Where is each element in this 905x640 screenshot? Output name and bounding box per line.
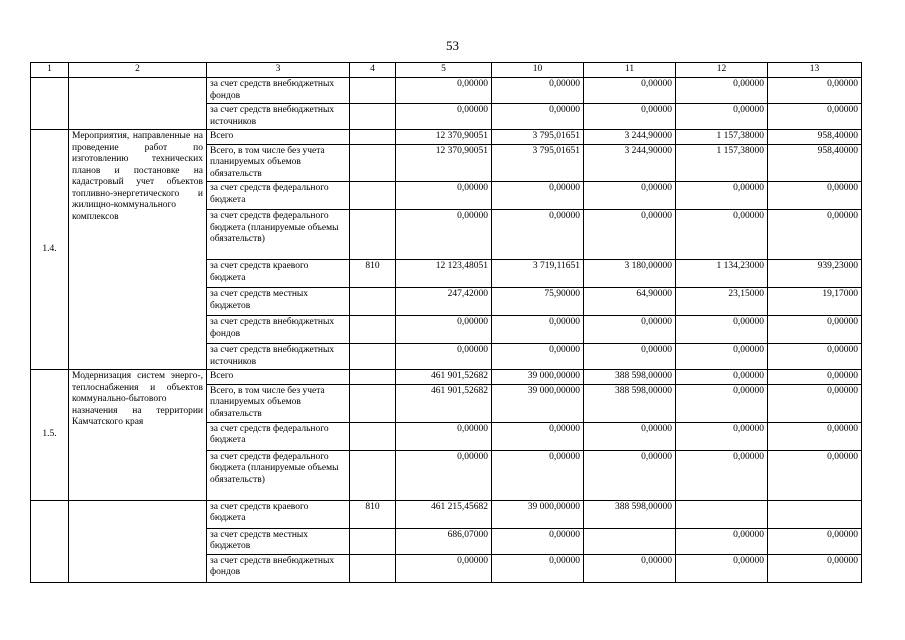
source-cell: Всего, в том числе без учета планируемых объемов обязательств [207,384,350,422]
code-cell [350,450,396,500]
source-cell: за счет средств местных бюджетов [207,288,350,316]
value-cell: 0,00000 [768,554,862,582]
value-cell: 0,00000 [768,104,862,130]
value-cell: 0,00000 [768,78,862,104]
value-cell: 3 244,90000 [584,144,676,182]
value-cell [768,500,862,528]
value-cell: 39 000,00000 [492,370,584,385]
table-body [31,78,862,583]
value-cell: 0,00000 [768,450,862,500]
table-header [31,63,862,78]
value-cell: 0,00000 [584,554,676,582]
budget-table [30,62,862,583]
value-cell: 0,00000 [396,344,492,370]
header-cell: 4 [350,63,396,78]
source-cell: за счет средств краевого бюджета [207,260,350,288]
value-cell: 0,00000 [676,528,768,554]
value-cell: 0,00000 [396,422,492,450]
header-cell: 12 [676,63,768,78]
source-cell: за счет средств федерального бюджета (планируемые объемы обязательств) [207,210,350,260]
source-cell: за счет средств федерального бюджета [207,182,350,210]
value-cell: 0,00000 [768,422,862,450]
value-cell: 0,00000 [396,182,492,210]
value-cell: 0,00000 [676,370,768,385]
code-cell [350,130,396,145]
code-cell [350,384,396,422]
value-cell: 939,23000 [768,260,862,288]
code-cell [350,210,396,260]
source-cell: за счет средств внебюджетных источников [207,104,350,130]
header-cell: 11 [584,63,676,78]
value-cell: 0,00000 [492,528,584,554]
value-cell: 0,00000 [584,210,676,260]
value-cell: 388 598,00000 [584,384,676,422]
value-cell: 0,00000 [676,104,768,130]
value-cell: 0,00000 [768,344,862,370]
value-cell: 3 244,90000 [584,130,676,145]
code-cell [350,316,396,344]
source-cell: Всего [207,370,350,385]
value-cell: 0,00000 [768,370,862,385]
value-cell: 19,17000 [768,288,862,316]
item-title: Модернизация систем энерго-, теплоснабжения и объектов коммунально-бытового назначения на территории Камчатского края [69,370,207,501]
source-cell: за счет средств федерального бюджета [207,422,350,450]
source-cell: за счет средств федерального бюджета (планируемые объемы обязательств) [207,450,350,500]
code-cell [350,144,396,182]
value-cell [676,500,768,528]
code-cell [350,370,396,385]
value-cell: 0,00000 [584,182,676,210]
source-cell: за счет средств внебюджетных фондов [207,316,350,344]
value-cell: 0,00000 [396,78,492,104]
value-cell: 0,00000 [396,210,492,260]
value-cell: 1 157,38000 [676,144,768,182]
source-cell: за счет средств внебюджетных фондов [207,78,350,104]
source-cell: Всего [207,130,350,145]
value-cell: 0,00000 [676,78,768,104]
value-cell: 388 598,00000 [584,370,676,385]
header-cell: 10 [492,63,584,78]
source-cell: за счет средств местных бюджетов [207,528,350,554]
value-cell: 0,00000 [584,344,676,370]
value-cell: 247,42000 [396,288,492,316]
value-cell: 0,00000 [492,210,584,260]
code-cell [350,554,396,582]
value-cell: 0,00000 [396,316,492,344]
page-number: 53 [446,38,459,53]
value-cell: 39 000,00000 [492,384,584,422]
value-cell: 0,00000 [676,384,768,422]
item-number: 1.5. [31,370,69,501]
code-cell [350,78,396,104]
code-cell [350,528,396,554]
value-cell: 0,00000 [492,554,584,582]
value-cell: 0,00000 [584,422,676,450]
value-cell: 23,15000 [676,288,768,316]
value-cell: 12 370,90051 [396,144,492,182]
code-cell [350,104,396,130]
value-cell: 0,00000 [396,554,492,582]
value-cell: 3 719,11651 [492,260,584,288]
header-cell: 3 [207,63,350,78]
source-cell: Всего, в том числе без учета планируемых объемов обязательств [207,144,350,182]
table-row [31,500,862,528]
item-title: Мероприятия, направленные на проведение работ по изготовлению технических планов и постановке на кадастровый учет объектов топливно-энергетического и жилищно-коммунального комплексов [69,130,207,370]
value-cell: 0,00000 [768,528,862,554]
value-cell: 0,00000 [676,554,768,582]
number-cell [31,78,69,130]
value-cell: 39 000,00000 [492,500,584,528]
value-cell: 0,00000 [396,450,492,500]
value-cell: 461 901,52682 [396,370,492,385]
value-cell: 686,07000 [396,528,492,554]
value-cell: 0,00000 [492,78,584,104]
table-row [31,130,862,145]
value-cell: 12 370,90051 [396,130,492,145]
title-cell [69,500,207,582]
number-cell [31,500,69,582]
value-cell: 0,00000 [768,384,862,422]
title-cell [69,78,207,130]
value-cell: 461 901,52682 [396,384,492,422]
value-cell: 0,00000 [676,182,768,210]
value-cell: 75,90000 [492,288,584,316]
value-cell: 64,90000 [584,288,676,316]
value-cell: 0,00000 [584,316,676,344]
value-cell: 0,00000 [676,210,768,260]
value-cell: 0,00000 [492,344,584,370]
value-cell: 0,00000 [492,104,584,130]
value-cell: 0,00000 [584,450,676,500]
value-cell: 0,00000 [676,422,768,450]
source-cell: за счет средств краевого бюджета [207,500,350,528]
value-cell: 958,40000 [768,144,862,182]
value-cell: 0,00000 [676,450,768,500]
value-cell: 958,40000 [768,130,862,145]
code-cell: 810 [350,500,396,528]
value-cell: 1 157,38000 [676,130,768,145]
item-number: 1.4. [31,130,69,370]
table-row [31,78,862,104]
value-cell: 0,00000 [676,344,768,370]
value-cell: 3 795,01651 [492,144,584,182]
value-cell: 0,00000 [584,78,676,104]
value-cell: 0,00000 [492,450,584,500]
value-cell: 3 180,00000 [584,260,676,288]
value-cell: 0,00000 [768,182,862,210]
value-cell: 0,00000 [676,316,768,344]
header-cell: 5 [396,63,492,78]
value-cell [584,528,676,554]
code-cell: 810 [350,260,396,288]
header-cell: 2 [69,63,207,78]
value-cell: 0,00000 [768,316,862,344]
code-cell [350,344,396,370]
value-cell: 0,00000 [396,104,492,130]
value-cell: 0,00000 [492,316,584,344]
code-cell [350,288,396,316]
source-cell: за счет средств внебюджетных источников [207,344,350,370]
value-cell: 0,00000 [492,422,584,450]
value-cell: 12 123,48051 [396,260,492,288]
value-cell: 0,00000 [768,210,862,260]
value-cell: 0,00000 [584,104,676,130]
value-cell: 0,00000 [492,182,584,210]
value-cell: 3 795,01651 [492,130,584,145]
value-cell: 1 134,23000 [676,260,768,288]
header-cell: 13 [768,63,862,78]
table-row [31,370,862,385]
header-cell: 1 [31,63,69,78]
code-cell [350,182,396,210]
source-cell: за счет средств внебюджетных фондов [207,554,350,582]
code-cell [350,422,396,450]
value-cell: 461 215,45682 [396,500,492,528]
value-cell: 388 598,00000 [584,500,676,528]
